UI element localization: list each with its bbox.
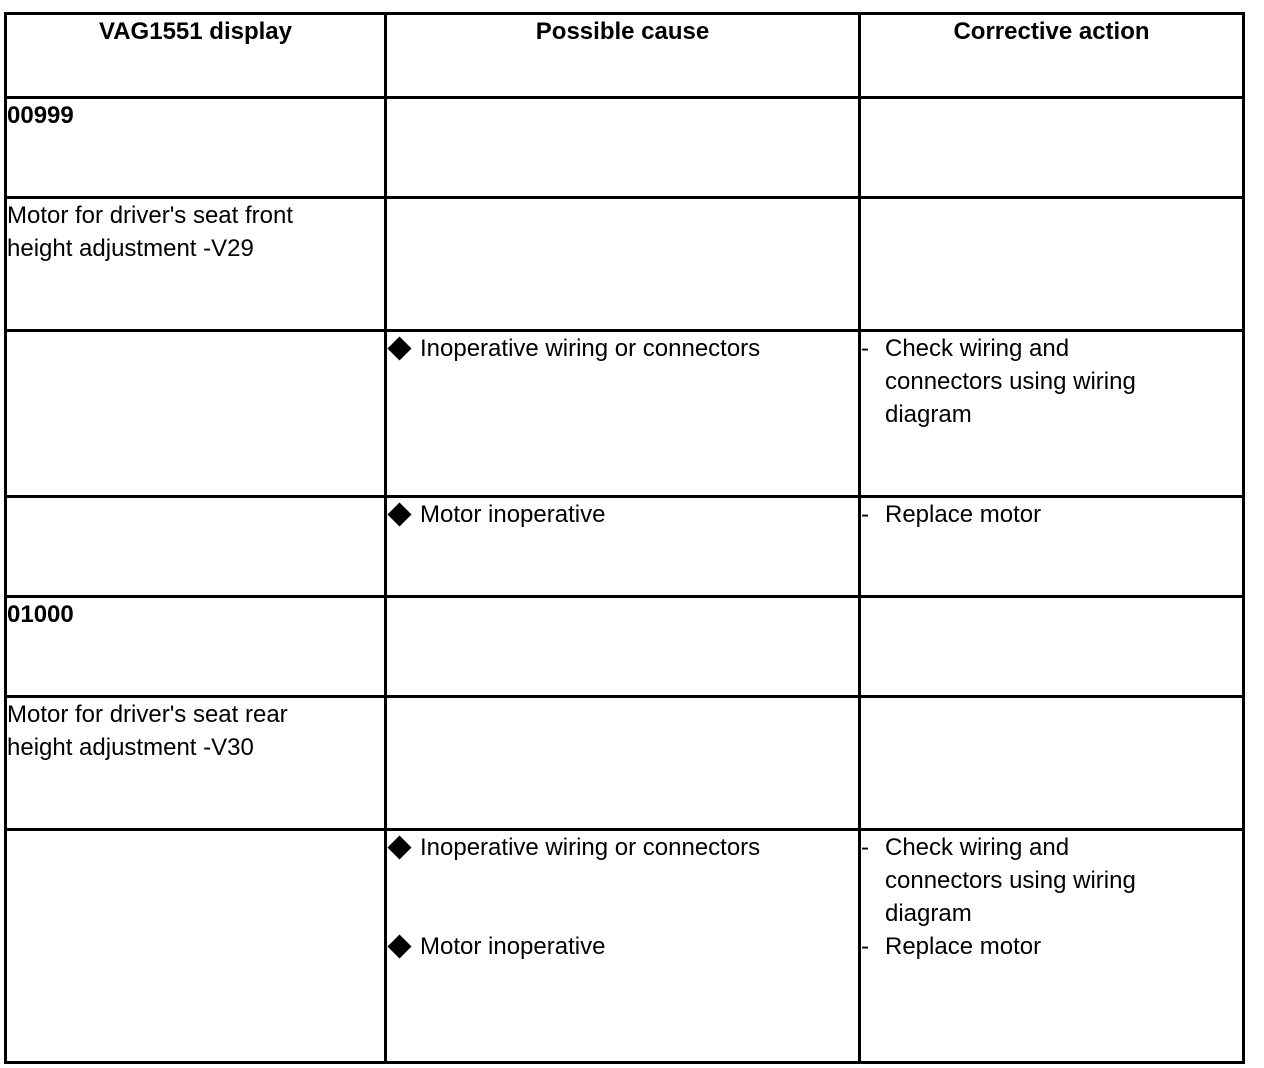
- fault-description-line: Motor for driver's seat front: [7, 202, 294, 229]
- table-row: [6, 98, 1244, 198]
- empty-cell: [386, 198, 860, 331]
- diamond-bullet-icon: [387, 934, 411, 958]
- table-row: [6, 830, 1244, 1063]
- dash-bullet: -: [861, 501, 869, 528]
- possible-cause: [386, 497, 860, 597]
- dash-bullet: -: [861, 335, 869, 362]
- fault-code-table: [4, 12, 1245, 1064]
- empty-cell: [860, 597, 1244, 697]
- action-text: Replace motor: [885, 501, 1042, 528]
- action-text: [885, 831, 1242, 930]
- corrective-action: [860, 331, 1244, 497]
- header-display: VAG1551 display: [6, 14, 386, 98]
- table-row: [6, 331, 1244, 497]
- table-row: [6, 497, 1244, 597]
- fault-description-line: height adjustment -V30: [7, 734, 254, 761]
- table-row: [6, 697, 1244, 830]
- diamond-bullet-icon: [387, 502, 411, 526]
- empty-cell: [6, 331, 386, 497]
- table-row: [6, 597, 1244, 697]
- header-cause: Possible cause: [386, 14, 860, 98]
- action-text-line: diagram: [885, 401, 972, 428]
- dash-bullet: -: [861, 933, 869, 960]
- action-text-line: connectors using wiring: [885, 867, 1136, 894]
- fault-description: [6, 697, 386, 830]
- fault-description-line: Motor for driver's seat rear: [7, 701, 288, 728]
- cause-text: Inoperative wiring or connectors: [420, 335, 761, 362]
- empty-cell: [6, 497, 386, 597]
- cause-text: Inoperative wiring or connectors: [420, 834, 761, 861]
- empty-cell: [386, 597, 860, 697]
- diamond-bullet-icon: [387, 336, 411, 360]
- possible-cause: [386, 830, 860, 1063]
- table-row: [6, 198, 1244, 331]
- empty-cell: [860, 98, 1244, 198]
- header-row: [6, 14, 1244, 98]
- action-text-line: connectors using wiring: [885, 368, 1136, 395]
- cause-text: Motor inoperative: [420, 501, 606, 528]
- action-text-line: Check wiring and: [885, 335, 1070, 362]
- corrective-action: [860, 497, 1244, 597]
- action-text: [885, 332, 1242, 431]
- dash-bullet: -: [861, 834, 869, 861]
- fault-description: [6, 198, 386, 331]
- corrective-action: [860, 830, 1244, 1063]
- empty-cell: [860, 697, 1244, 830]
- cause-text: Motor inoperative: [420, 933, 606, 960]
- possible-cause: [386, 331, 860, 497]
- header-action: Corrective action: [860, 14, 1244, 98]
- fault-code: 00999: [6, 98, 386, 198]
- action-text-line: diagram: [885, 900, 972, 927]
- diamond-bullet-icon: [387, 835, 411, 859]
- fault-code: 01000: [6, 597, 386, 697]
- empty-cell: [386, 697, 860, 830]
- action-text-line: Check wiring and: [885, 834, 1070, 861]
- empty-cell: [386, 98, 860, 198]
- fault-description-line: height adjustment -V29: [7, 235, 254, 262]
- empty-cell: [6, 830, 386, 1063]
- action-text: Replace motor: [885, 933, 1042, 960]
- empty-cell: [860, 198, 1244, 331]
